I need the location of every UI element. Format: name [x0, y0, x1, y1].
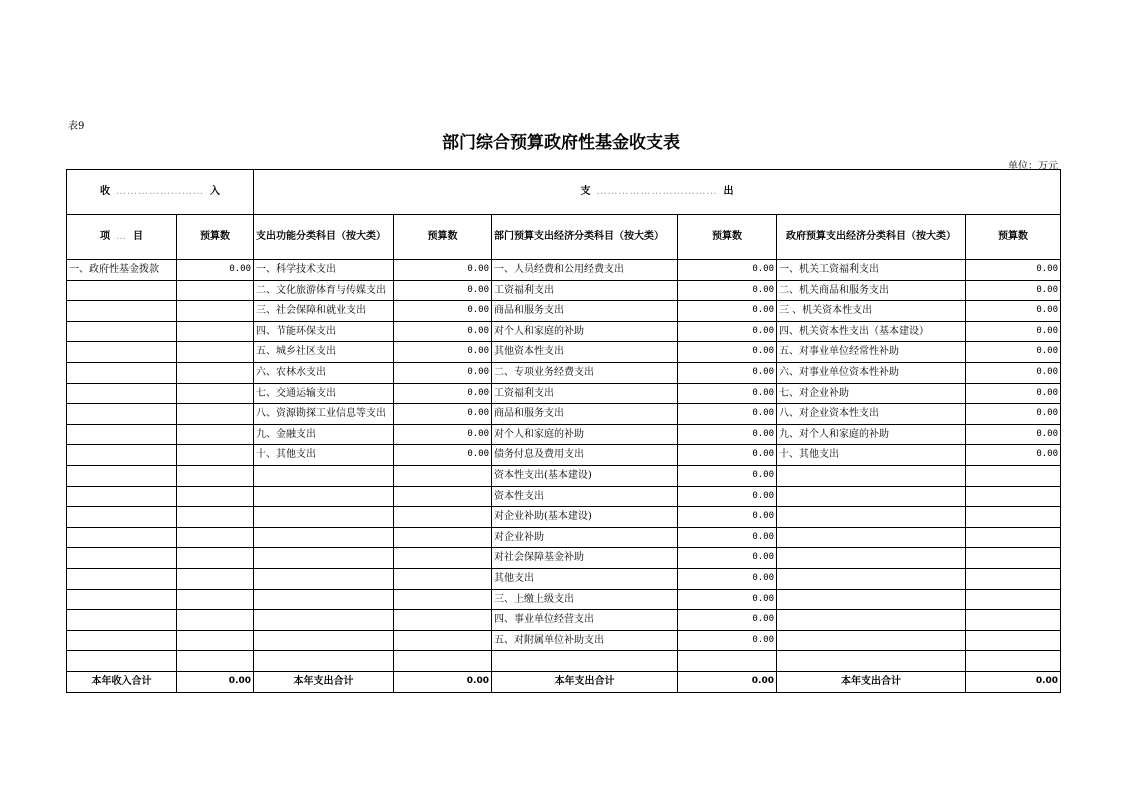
dept-econ-item-cell: 一、人员经费和公用经费支出	[492, 260, 678, 281]
income-budget-cell	[177, 362, 254, 383]
dept-econ-item-cell: 二、专项业务经费支出	[492, 362, 678, 383]
income-item-cell	[67, 465, 177, 486]
col-item: 项 … 目	[67, 215, 177, 260]
gov-econ-budget-cell	[966, 548, 1061, 569]
dept-econ-item-cell: 其他资本性支出	[492, 342, 678, 363]
dept-econ-budget-cell: 0.00	[678, 404, 777, 425]
dept-econ-budget-cell: 0.00	[678, 280, 777, 301]
dept-econ-budget-cell: 0.00	[678, 445, 777, 466]
gov-econ-item-cell	[777, 651, 966, 672]
gov-econ-budget-cell: 0.00	[966, 342, 1061, 363]
expense-group-header: 支 …………………………… 出	[254, 170, 1061, 215]
func-item-cell: 六、农林水支出	[254, 362, 394, 383]
dept-econ-item-cell: 其他支出	[492, 568, 678, 589]
dept-econ-item-cell: 工资福利支出	[492, 383, 678, 404]
income-budget-cell	[177, 651, 254, 672]
func-budget-cell: 0.00	[394, 280, 492, 301]
func-item-cell	[254, 486, 394, 507]
dept-econ-item-cell: 资本性支出	[492, 486, 678, 507]
total-income-label: 本年收入合计	[67, 671, 177, 692]
income-item-cell	[67, 424, 177, 445]
dept-econ-item-cell: 商品和服务支出	[492, 301, 678, 322]
income-budget-cell	[177, 465, 254, 486]
col-budget-2: 预算数	[394, 215, 492, 260]
total-expense-gov-label: 本年支出合计	[777, 671, 966, 692]
dept-econ-budget-cell: 0.00	[678, 548, 777, 569]
gov-econ-item-cell	[777, 568, 966, 589]
budget-table	[66, 169, 1061, 693]
gov-econ-item-cell	[777, 465, 966, 486]
gov-econ-item-cell: 四、机关资本性支出（基本建设）	[777, 321, 966, 342]
income-budget-cell	[177, 568, 254, 589]
income-budget-cell	[177, 342, 254, 363]
table-row	[67, 507, 1061, 528]
dept-econ-budget-cell: 0.00	[678, 362, 777, 383]
dept-econ-item-cell: 三、上缴上级支出	[492, 589, 678, 610]
gov-econ-item-cell: 十、其他支出	[777, 445, 966, 466]
gov-econ-budget-cell: 0.00	[966, 383, 1061, 404]
income-budget-cell	[177, 630, 254, 651]
func-item-cell	[254, 548, 394, 569]
income-budget-cell: 0.00	[177, 260, 254, 281]
total-expense-dept-value: 0.00	[678, 671, 777, 692]
dept-econ-item-cell: 资本性支出(基本建设)	[492, 465, 678, 486]
gov-econ-item-cell	[777, 486, 966, 507]
gov-econ-budget-cell	[966, 507, 1061, 528]
func-budget-cell	[394, 548, 492, 569]
dept-econ-budget-cell: 0.00	[678, 486, 777, 507]
dept-econ-budget-cell: 0.00	[678, 610, 777, 631]
income-budget-cell	[177, 445, 254, 466]
dept-econ-item-cell: 五、对附属单位补助支出	[492, 630, 678, 651]
dept-econ-budget-cell: 0.00	[678, 301, 777, 322]
dept-econ-item-cell: 工资福利支出	[492, 280, 678, 301]
income-item-cell	[67, 301, 177, 322]
income-budget-cell	[177, 321, 254, 342]
gov-econ-budget-cell	[966, 527, 1061, 548]
gov-econ-budget-cell: 0.00	[966, 280, 1061, 301]
gov-econ-item-cell: 一、机关工资福利支出	[777, 260, 966, 281]
income-budget-cell	[177, 486, 254, 507]
func-item-cell: 八、资源勘探工业信息等支出	[254, 404, 394, 425]
table-row	[67, 651, 1061, 672]
func-budget-cell: 0.00	[394, 383, 492, 404]
func-item-cell: 七、交通运输支出	[254, 383, 394, 404]
income-item-cell	[67, 321, 177, 342]
dept-econ-item-cell: 债务付息及费用支出	[492, 445, 678, 466]
func-budget-cell	[394, 568, 492, 589]
col-dept-econ-category: 部门预算支出经济分类科目（按大类）	[492, 215, 678, 260]
gov-econ-item-cell	[777, 610, 966, 631]
income-item-cell	[67, 589, 177, 610]
func-budget-cell	[394, 610, 492, 631]
page-title: 部门综合预算政府性基金收支表	[442, 133, 680, 153]
income-item-cell: 一、政府性基金拨款	[67, 260, 177, 281]
func-item-cell	[254, 465, 394, 486]
gov-econ-item-cell: 五、对事业单位经常性补助	[777, 342, 966, 363]
income-budget-cell	[177, 589, 254, 610]
table-row	[67, 465, 1061, 486]
income-item-cell	[67, 568, 177, 589]
table-row	[67, 383, 1061, 404]
gov-econ-item-cell	[777, 507, 966, 528]
table-row	[67, 568, 1061, 589]
gov-econ-budget-cell	[966, 589, 1061, 610]
func-budget-cell	[394, 630, 492, 651]
func-item-cell	[254, 568, 394, 589]
table-row	[67, 424, 1061, 445]
gov-econ-item-cell	[777, 527, 966, 548]
income-budget-cell	[177, 404, 254, 425]
gov-econ-item-cell	[777, 589, 966, 610]
income-item-cell	[67, 651, 177, 672]
income-budget-cell	[177, 507, 254, 528]
col-budget-4: 预算数	[966, 215, 1061, 260]
income-item-cell	[67, 342, 177, 363]
gov-econ-budget-cell	[966, 610, 1061, 631]
dept-econ-item-cell	[492, 651, 678, 672]
table-row	[67, 527, 1061, 548]
dept-econ-budget-cell: 0.00	[678, 260, 777, 281]
func-budget-cell: 0.00	[394, 445, 492, 466]
gov-econ-budget-cell: 0.00	[966, 301, 1061, 322]
func-item-cell	[254, 527, 394, 548]
func-budget-cell: 0.00	[394, 301, 492, 322]
func-budget-cell	[394, 651, 492, 672]
func-budget-cell: 0.00	[394, 424, 492, 445]
table-row	[67, 548, 1061, 569]
func-item-cell	[254, 589, 394, 610]
func-budget-cell	[394, 589, 492, 610]
income-budget-cell	[177, 301, 254, 322]
col-func-category: 支出功能分类科目（按大类）	[254, 215, 394, 260]
gov-econ-budget-cell: 0.00	[966, 362, 1061, 383]
dept-econ-budget-cell: 0.00	[678, 342, 777, 363]
gov-econ-budget-cell	[966, 651, 1061, 672]
income-item-cell	[67, 630, 177, 651]
income-budget-cell	[177, 527, 254, 548]
gov-econ-item-cell: 八、对企业资本性支出	[777, 404, 966, 425]
header-row-groups	[67, 170, 1061, 215]
total-expense-dept-label: 本年支出合计	[492, 671, 678, 692]
dept-econ-budget-cell: 0.00	[678, 465, 777, 486]
dept-econ-item-cell: 对企业补助(基本建设)	[492, 507, 678, 528]
dept-econ-budget-cell: 0.00	[678, 527, 777, 548]
func-budget-cell	[394, 507, 492, 528]
table-number: 表9	[68, 121, 85, 132]
gov-econ-item-cell	[777, 630, 966, 651]
table-row	[67, 404, 1061, 425]
func-item-cell	[254, 630, 394, 651]
table-row	[67, 630, 1061, 651]
gov-econ-item-cell: 三 、机关资本性支出	[777, 301, 966, 322]
gov-econ-budget-cell	[966, 486, 1061, 507]
income-item-cell	[67, 280, 177, 301]
func-item-cell: 二、文化旅游体育与传媒支出	[254, 280, 394, 301]
dept-econ-item-cell: 四、事业单位经营支出	[492, 610, 678, 631]
func-item-cell: 九、金融支出	[254, 424, 394, 445]
dept-econ-budget-cell: 0.00	[678, 383, 777, 404]
func-item-cell	[254, 507, 394, 528]
col-budget-3: 预算数	[678, 215, 777, 260]
gov-econ-item-cell: 二、机关商品和服务支出	[777, 280, 966, 301]
gov-econ-budget-cell: 0.00	[966, 321, 1061, 342]
gov-econ-budget-cell: 0.00	[966, 404, 1061, 425]
func-budget-cell	[394, 527, 492, 548]
table-row	[67, 260, 1061, 281]
func-budget-cell	[394, 465, 492, 486]
func-item-cell: 五、城乡社区支出	[254, 342, 394, 363]
gov-econ-budget-cell	[966, 465, 1061, 486]
func-budget-cell: 0.00	[394, 321, 492, 342]
header-row-columns	[67, 215, 1061, 260]
gov-econ-item-cell	[777, 548, 966, 569]
func-item-cell	[254, 610, 394, 631]
func-item-cell: 四、节能环保支出	[254, 321, 394, 342]
gov-econ-item-cell: 六、对事业单位资本性补助	[777, 362, 966, 383]
income-item-cell	[67, 486, 177, 507]
total-income-value: 0.00	[177, 671, 254, 692]
dept-econ-item-cell: 对个人和家庭的补助	[492, 424, 678, 445]
func-budget-cell: 0.00	[394, 342, 492, 363]
totals-row	[67, 671, 1061, 692]
table-row	[67, 321, 1061, 342]
dept-econ-budget-cell: 0.00	[678, 321, 777, 342]
table-row	[67, 445, 1061, 466]
income-budget-cell	[177, 383, 254, 404]
gov-econ-budget-cell: 0.00	[966, 445, 1061, 466]
income-item-cell	[67, 527, 177, 548]
gov-econ-item-cell: 七、对企业补助	[777, 383, 966, 404]
income-budget-cell	[177, 548, 254, 569]
income-budget-cell	[177, 610, 254, 631]
table-row	[67, 280, 1061, 301]
income-item-cell	[67, 548, 177, 569]
gov-econ-budget-cell: 0.00	[966, 424, 1061, 445]
func-item-cell: 十、其他支出	[254, 445, 394, 466]
income-item-cell	[67, 610, 177, 631]
income-group-header: 收 …………………… 入	[67, 170, 254, 215]
col-gov-econ-category: 政府预算支出经济分类科目（按大类）	[777, 215, 966, 260]
total-expense-gov-value: 0.00	[966, 671, 1061, 692]
func-budget-cell: 0.00	[394, 404, 492, 425]
dept-econ-budget-cell: 0.00	[678, 507, 777, 528]
unit-label: 单位：万元	[1008, 161, 1058, 172]
func-item-cell: 一、科学技术支出	[254, 260, 394, 281]
table-row	[67, 362, 1061, 383]
dept-econ-budget-cell	[678, 651, 777, 672]
gov-econ-budget-cell: 0.00	[966, 260, 1061, 281]
func-budget-cell	[394, 486, 492, 507]
dept-econ-budget-cell: 0.00	[678, 630, 777, 651]
table-row	[67, 589, 1061, 610]
income-item-cell	[67, 404, 177, 425]
dept-econ-budget-cell: 0.00	[678, 589, 777, 610]
dept-econ-item-cell: 对个人和家庭的补助	[492, 321, 678, 342]
dept-econ-item-cell: 对企业补助	[492, 527, 678, 548]
func-budget-cell: 0.00	[394, 362, 492, 383]
total-expense-func-label: 本年支出合计	[254, 671, 394, 692]
table-row	[67, 301, 1061, 322]
dept-econ-budget-cell: 0.00	[678, 424, 777, 445]
table-row	[67, 486, 1061, 507]
gov-econ-item-cell: 九、对个人和家庭的补助	[777, 424, 966, 445]
func-item-cell	[254, 651, 394, 672]
func-budget-cell: 0.00	[394, 260, 492, 281]
total-expense-func-value: 0.00	[394, 671, 492, 692]
income-item-cell	[67, 362, 177, 383]
income-budget-cell	[177, 280, 254, 301]
gov-econ-budget-cell	[966, 568, 1061, 589]
table-row	[67, 610, 1061, 631]
gov-econ-budget-cell	[966, 630, 1061, 651]
income-item-cell	[67, 507, 177, 528]
dept-econ-item-cell: 对社会保障基金补助	[492, 548, 678, 569]
col-budget-1: 预算数	[177, 215, 254, 260]
income-item-cell	[67, 445, 177, 466]
income-item-cell	[67, 383, 177, 404]
dept-econ-item-cell: 商品和服务支出	[492, 404, 678, 425]
func-item-cell: 三、社会保障和就业支出	[254, 301, 394, 322]
dept-econ-budget-cell: 0.00	[678, 568, 777, 589]
table-row	[67, 342, 1061, 363]
income-budget-cell	[177, 424, 254, 445]
